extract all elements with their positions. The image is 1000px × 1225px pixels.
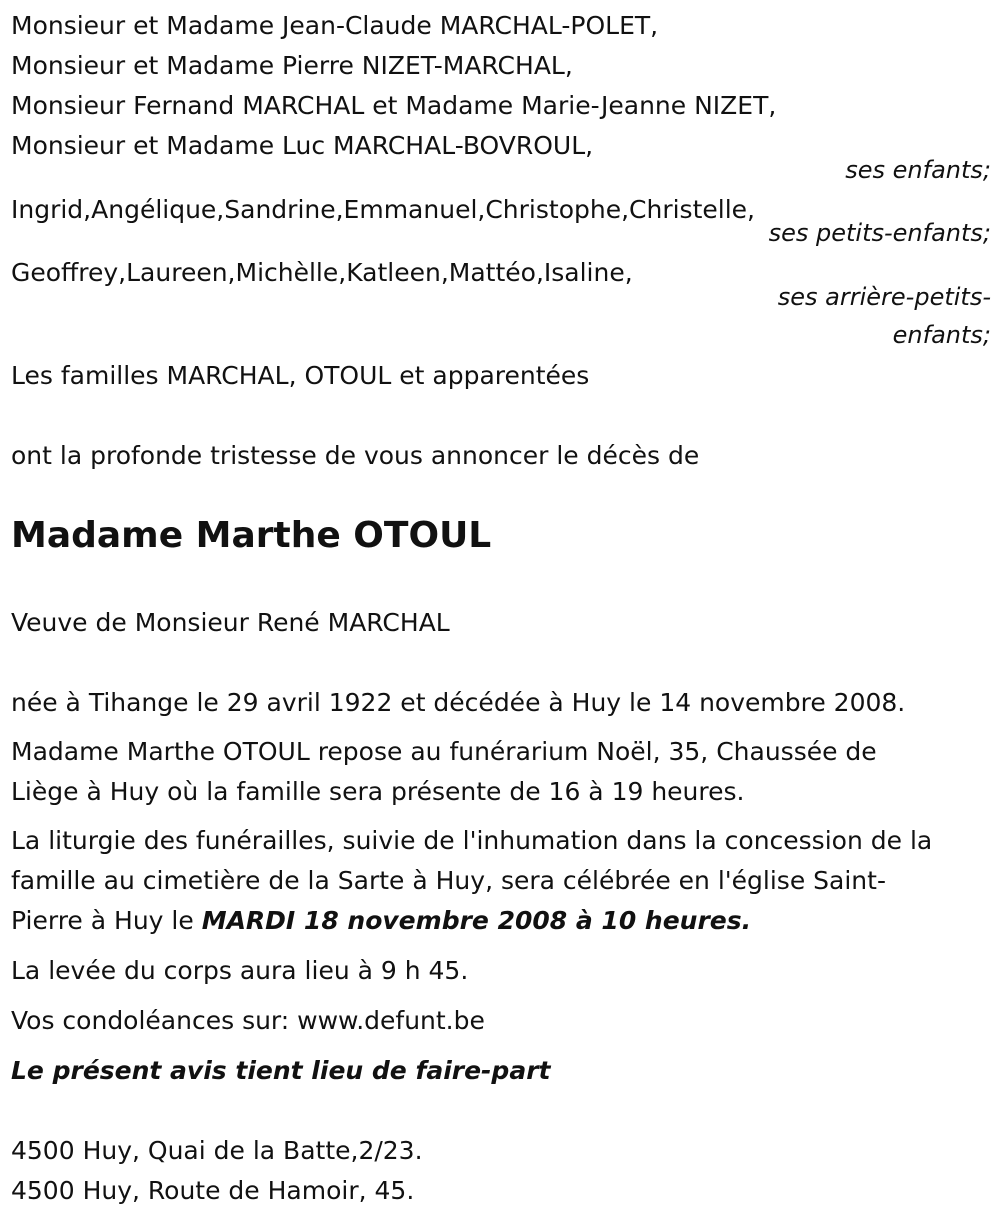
announcement-line: ont la profonde tristesse de vous annoncer le décès de — [11, 441, 700, 470]
great-grandchildren-line: Geoffrey,Laureen,Michèlle,Katleen,Mattéo,Isaline, — [11, 258, 633, 287]
great-grandchildren-label: ses arrière-petits- — [777, 283, 991, 311]
condolences: Vos condoléances sur: www.defunt.be — [11, 1006, 485, 1035]
grandchildren-line: Ingrid,Angélique,Sandrine,Emmanuel,Christophe,Christelle, — [11, 195, 755, 224]
levee: La levée du corps aura lieu à 9 h 45. — [11, 956, 469, 985]
families-line: Les familles MARCHAL, OTOUL et apparentées — [11, 361, 590, 390]
liturgy-date: MARDI 18 novembre 2008 à 10 heures. — [201, 906, 752, 935]
birth-death: née à Tihange le 29 avril 1922 et décédée à Huy le 14 novembre 2008. — [11, 688, 906, 717]
address-line: 4500 Huy, Quai de la Batte,2/23. — [11, 1136, 423, 1165]
child-line: Monsieur et Madame Luc MARCHAL-BOVROUL, — [11, 131, 594, 160]
rest-line: Madame Marthe OTOUL repose au funérarium Noël, 35, Chaussée de — [11, 737, 877, 766]
rest-line: Liège à Huy où la famille sera présente de 16 à 19 heures. — [11, 777, 745, 806]
notice: Le présent avis tient lieu de faire-part — [11, 1056, 551, 1085]
liturgy-line: famille au cimetière de la Sarte à Huy, sera célébrée en l'église Saint- — [11, 866, 886, 895]
liturgy-line-last — [11, 908, 751, 933]
address-line: 4500 Huy, Route de Hamoir, 45. — [11, 1176, 415, 1205]
children-label: ses enfants; — [845, 156, 991, 184]
widow-of: Veuve de Monsieur René MARCHAL — [11, 608, 450, 637]
child-line: Monsieur Fernand MARCHAL et Madame Marie-Jeanne NIZET, — [11, 91, 777, 120]
liturgy-line: La liturgie des funérailles, suivie de l'inhumation dans la concession de la — [11, 826, 933, 855]
liturgy-prefix: Pierre à Huy le — [11, 906, 202, 935]
grandchildren-label: ses petits-enfants; — [768, 219, 991, 247]
deceased-name: Madame Marthe OTOUL — [11, 515, 492, 556]
child-line: Monsieur et Madame Pierre NIZET-MARCHAL, — [11, 51, 573, 80]
great-grandchildren-label-cont: enfants; — [892, 321, 991, 349]
child-line: Monsieur et Madame Jean-Claude MARCHAL-POLET, — [11, 11, 659, 40]
